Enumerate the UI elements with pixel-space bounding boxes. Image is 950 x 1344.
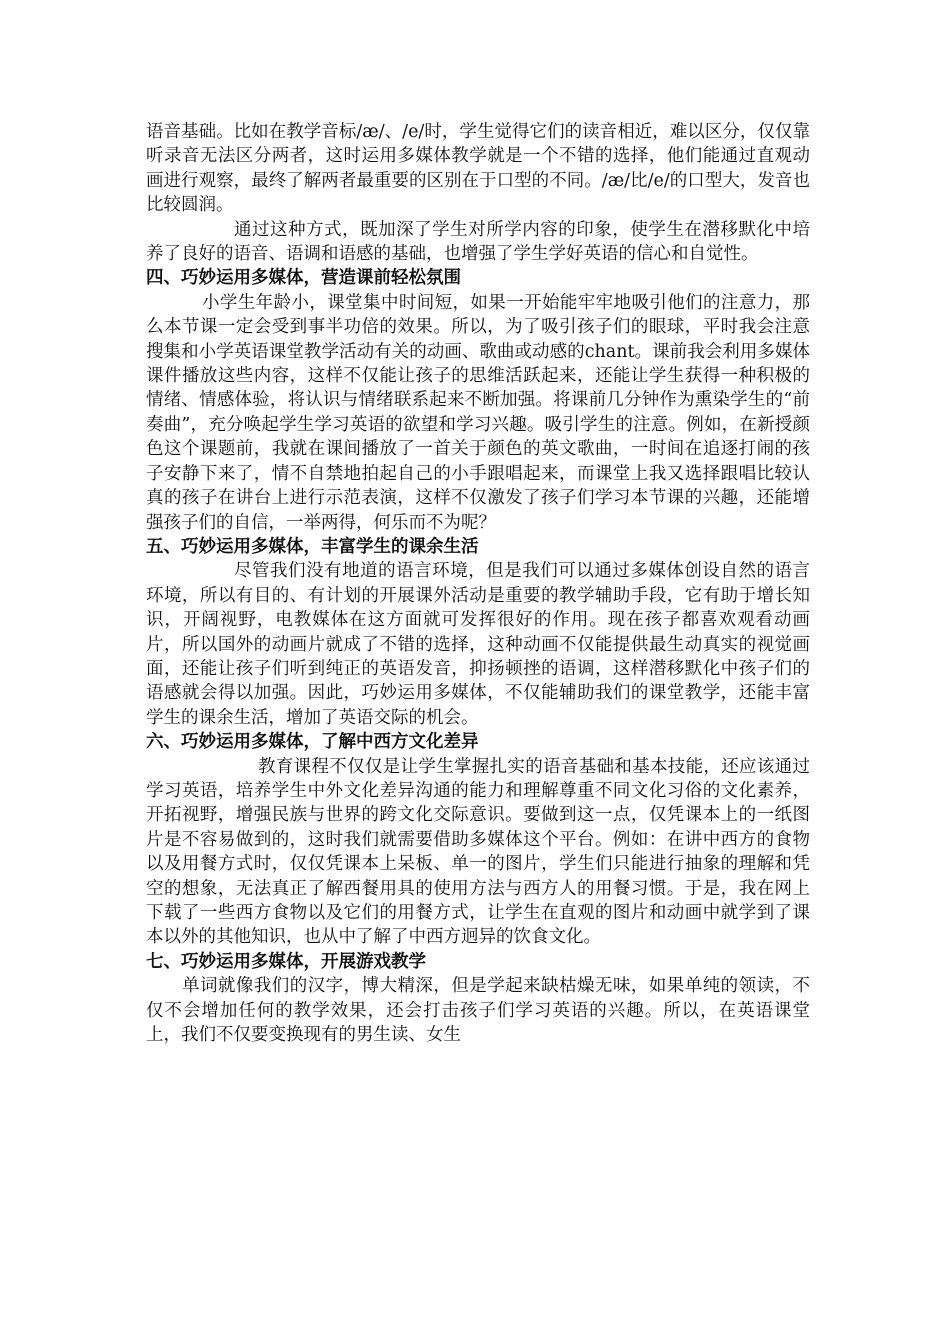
section-heading-4: 四、巧妙运用多媒体，营造课前轻松氛围 bbox=[146, 268, 461, 289]
section-heading-5: 五、巧妙运用多媒体，丰富学生的课余生活 bbox=[146, 536, 479, 557]
paragraph-section-6: 教育课程不仅仅是让学生掌握扎实的语音基础和基本技能，还应该通过学习英语，培养学生中外文化差异沟通的能力和理解尊重不同文化习俗的文化素养，开拓视野，增强民族与世界的跨文化交际意识。要做到这一点，仅凭课本上的一纸图片是不容易做到的，这时我们就需要借助多媒体这个平台。例如：在讲中西方的食物以及用餐方式时，仅仅凭课本上呆板、单一的图片，学生们只能进行抽象的理解和凭空的想象，无法真正了解西餐用具的使用方法与西方人的用餐习惯。于是，我在网上下载了一些西方食物以及它们的用餐方式，让学生在直观的图片和动画中就学到了课本以外的其他知识，也从中了解了中西方迥异的饮食文化。 bbox=[146, 756, 810, 948]
paragraph-section-5: 尽管我们没有地道的语言环境，但是我们可以通过多媒体创设自然的语言环境，所以有目的、有计划的开展课外活动是重要的教学辅助手段，它有助于增长知识，开阔视野，电教媒体在这方面就可发挥很好的作用。现在孩子都喜欢观看动画片，所以国外的动画片就成了不错的选择，这种动画不仅能提供最生动真实的视觉画面，还能让孩子们听到纯正的英语发音，抑扬顿挫的语调，这样潜移默化中孩子们的语感就会得以加强。因此，巧妙运用多媒体，不仅能辅助我们的课堂教学，还能丰富学生的课余生活，增加了英语交际的机会。 bbox=[146, 561, 810, 728]
paragraph-phonetics: 语音基础。比如在教学音标/æ/、/e/时，学生觉得它们的读音相近，难以区分，仅仅靠听录音无法区分两者，这时运用多媒体教学就是一个不错的选择，他们能通过直观动画进行观察，最终了解两者最重要的区别在于口型的不同。/æ/比/e/的口型大，发音也比较圆润。 bbox=[146, 122, 810, 216]
section-heading-7: 七、巧妙运用多媒体，开展游戏教学 bbox=[146, 951, 426, 972]
paragraph-section-4: 小学生年龄小，课堂集中时间短，如果一开始能牢牢地吸引他们的注意力，那么本节课一定会受到事半功倍的效果。所以，为了吸引孩子们的眼球，平时我会注意搜集和小学英语课堂教学活动有关的动画、歌曲或动感的chant。课前我会利用多媒体课件播放这些内容，这样不仅能让孩子的思维活跃起来，还能让学生获得一种积极的情绪、情感体验，将认识与情绪联系起来不断加强。将课前几分钟作为熏染学生的“前奏曲”，充分唤起学生学习英语的欲望和学习兴趣。吸引学生的注意。例如，在新授颜色这个课题前，我就在课间播放了一首关于颜色的英文歌曲，一时间在追逐打闹的孩子安静下来了，情不自禁地拍起自己的小手跟唱起来，而课堂上我又选择跟唱比较认真的孩子在讲台上进行示范表演，这样不仅激发了孩子们学习本节课的兴趣，还能增强孩子们的自信，一举两得，何乐而不为呢？ bbox=[146, 292, 810, 533]
section-heading-6: 六、巧妙运用多媒体，了解中西方文化差异 bbox=[146, 732, 479, 753]
paragraph-method-effect: 通过这种方式，既加深了学生对所学内容的印象，使学生在潜移默化中培养了良好的语音、语调和语感的基础，也增强了学生学好英语的信心和自觉性。 bbox=[146, 219, 810, 265]
paragraph-section-7: 单词就像我们的汉字，博大精深，但是学起来缺枯燥无味，如果单纯的领读，不仅不会增加任何的教学效果，还会打击孩子们学习英语的兴趣。所以，在英语课堂上，我们不仅要变换现有的男生读、女生 bbox=[146, 976, 810, 1046]
document-body bbox=[146, 120, 810, 1047]
